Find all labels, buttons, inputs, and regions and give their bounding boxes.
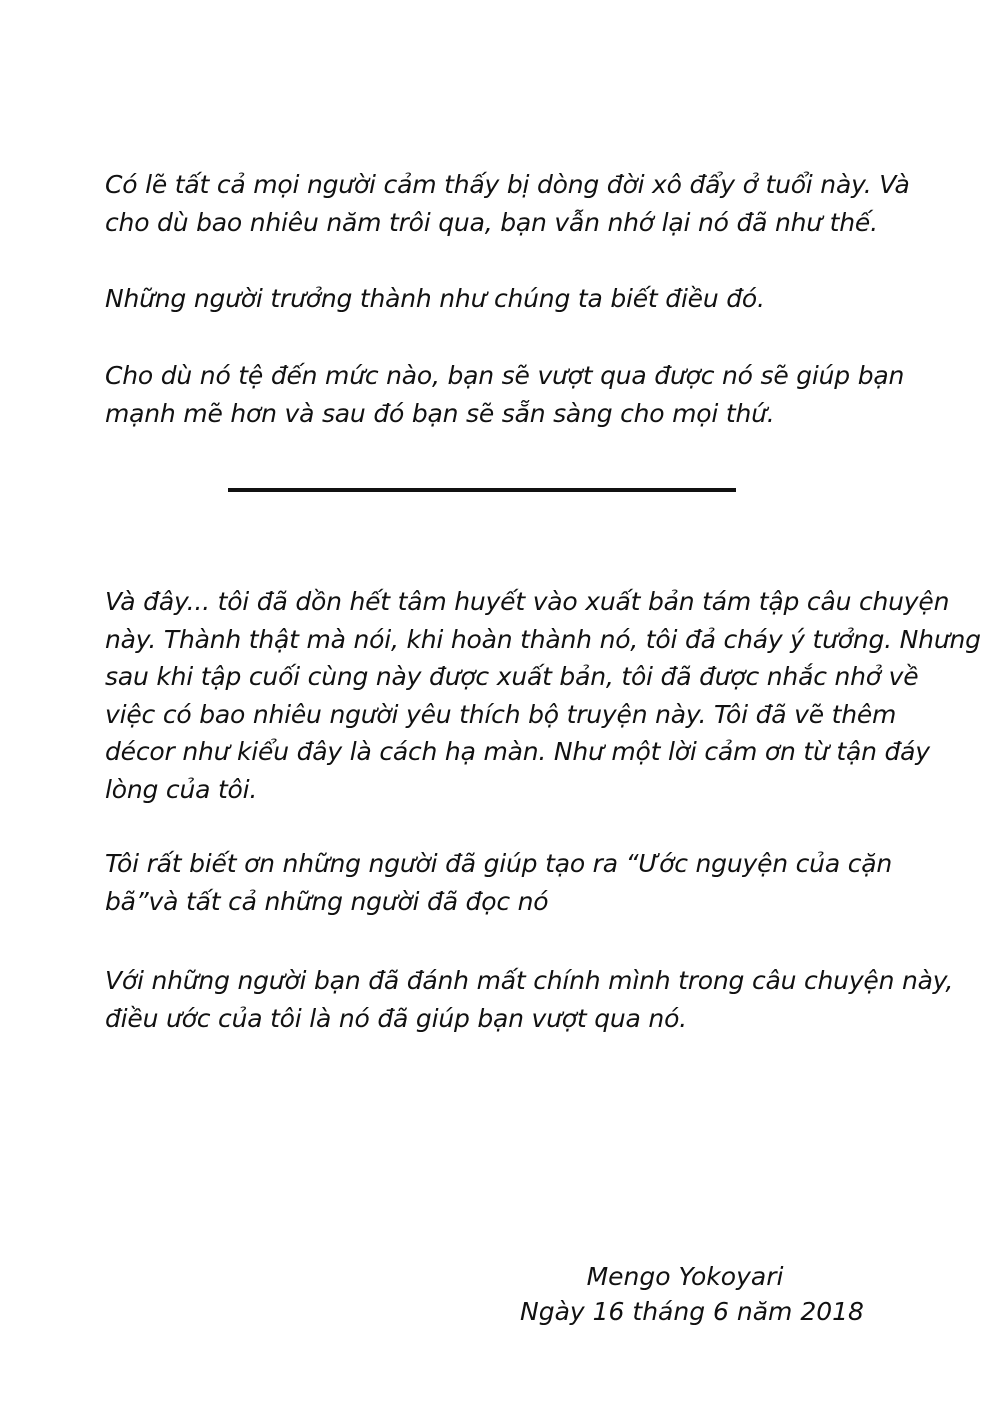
paragraph-line: việc có bao nhiêu người yêu thích bộ truyện này. Tôi đã vẽ thêm <box>105 699 897 729</box>
paragraph-line: Và đây... tôi đã dồn hết tâm huyết vào xuất bản tám tập câu chuyện <box>105 587 950 616</box>
paragraph-line: Cho dù nó tệ đến mức nào, bạn sẽ vượt qua được nó sẽ giúp bạn <box>105 361 905 390</box>
paragraph-line: này. Thành thật mà nói, khi hoàn thành nó, tôi đả cháy ý tưởng. Nhưng <box>105 624 981 654</box>
paragraph-line: điều ước của tôi là nó đã giúp bạn vượt qua nó. <box>105 1004 687 1033</box>
paragraph-line: décor như kiểu đây là cách hạ màn. Như một lời cảm ơn từ tận đáy <box>105 737 930 766</box>
paragraph-line: Với những người bạn đã đánh mất chính mình trong câu chuyện này, <box>105 966 954 995</box>
paragraph-2 <box>105 280 865 318</box>
paragraph-6 <box>105 962 954 1038</box>
paragraph-line: Có lẽ tất cả mọi người cảm thấy bị dòng đời xô đẩy ở tuổi này. Và <box>105 170 910 199</box>
signature-date: Ngày 16 tháng 6 năm 2018 <box>520 1297 864 1326</box>
paragraph-line: Những người trưởng thành như chúng ta biết điều đó. <box>105 284 765 313</box>
paragraph-1 <box>105 166 910 242</box>
paragraph-line: sau khi tập cuối cùng này được xuất bản, tôi đã được nhắc nhở về <box>105 662 919 691</box>
paragraph-line: cho dù bao nhiêu năm trôi qua, bạn vẫn nhớ lại nó đã như thế. <box>105 208 878 237</box>
section-divider <box>228 488 736 492</box>
paragraph-4 <box>105 583 981 808</box>
paragraph-line: mạnh mẽ hơn và sau đó bạn sẽ sẵn sàng cho mọi thứ. <box>105 399 775 428</box>
author-name: Mengo Yokoyari <box>586 1262 784 1291</box>
paragraph-3 <box>105 357 905 433</box>
paragraph-line: bã”và tất cả những người đã đọc nó <box>105 887 549 916</box>
paragraph-5 <box>105 845 893 921</box>
paragraph-line: lòng của tôi. <box>105 774 258 804</box>
paragraph-line: Tôi rất biết ơn những người đã giúp tạo ra “Ước nguyện của cặn <box>105 849 893 878</box>
